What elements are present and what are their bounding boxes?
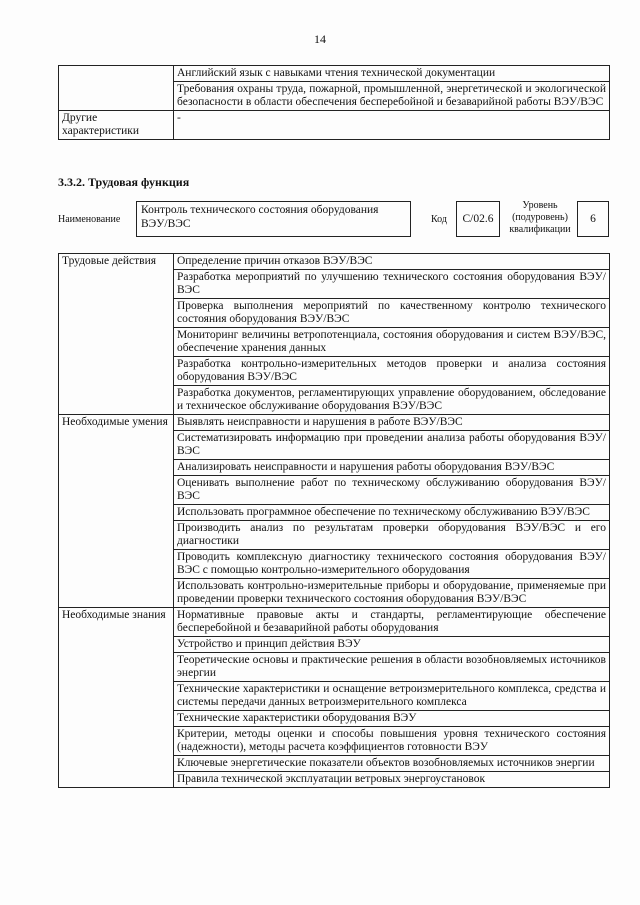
table-cell: Выявлять неисправности и нарушения в работе ВЭУ/ВЭС xyxy=(174,415,610,431)
level-label: Уровень (подуровень) квалификации xyxy=(509,200,571,235)
section-label: Необходимые умения xyxy=(59,415,174,608)
table-cell: Устройство и принцип действия ВЭУ xyxy=(174,637,610,653)
table-cell: Анализировать неисправности и нарушения работы оборудования ВЭУ/ВЭС xyxy=(174,460,610,476)
table-cell: Оценивать выполнение работ по техническому обслуживанию оборудования ВЭУ/ВЭС xyxy=(174,476,610,505)
table-cell: Правила технической эксплуатации ветровых энергоустановок xyxy=(174,772,610,788)
table-cell: Использовать программное обеспечение по техническому обслуживанию ВЭУ/ВЭС xyxy=(174,505,610,521)
table-cell: Мониторинг величины ветропотенциала, состояния оборудования и систем ВЭУ/ВЭС, обеспечение хранения данных xyxy=(174,328,610,357)
table-cell: Ключевые энергетические показатели объектов возобновляемых источников энергии xyxy=(174,756,610,772)
code-value: C/02.6 xyxy=(456,201,500,237)
table-cell: Разработка документов, регламентирующих управление оборудованием, обследование и техническое обслуживание оборудования ВЭУ/ВЭС xyxy=(174,386,610,415)
table-row xyxy=(59,415,610,431)
section-heading: 3.3.2. Трудовая функция xyxy=(58,175,190,189)
table-cell: Технические характеристики и оснащение ветроизмерительного комплекса, средства и системы передачи данных ветроизмерительного комплекса xyxy=(174,682,610,711)
empty-label-cell xyxy=(59,66,174,111)
table-cell: Нормативные правовые акты и стандарты, регламентирующие обеспечение бесперебойной и безаварийной работы оборудования xyxy=(174,608,610,637)
table-cell: Производить анализ по результатам проверки оборудования ВЭУ/ВЭС и его диагностики xyxy=(174,521,610,550)
table-cell: Систематизировать информацию при проведении анализа работы оборудования ВЭУ/ВЭС xyxy=(174,431,610,460)
section-label: Трудовые действия xyxy=(59,254,174,415)
table-row xyxy=(59,254,610,270)
name-label: Наименование xyxy=(58,214,121,225)
name-value: Контроль технического состояния оборудования ВЭУ/ВЭС xyxy=(136,201,411,237)
table-cell: Критерии, методы оценки и способы повышения уровня технического состояния (надежности), методы расчета коэффициентов готовности ВЭУ xyxy=(174,727,610,756)
page-number: 14 xyxy=(314,32,326,46)
other-characteristics-value: - xyxy=(174,111,610,140)
table-cell: Разработка мероприятий по улучшению технического состояния оборудования ВЭУ/ВЭС xyxy=(174,270,610,299)
table-row xyxy=(59,608,610,637)
section-label: Необходимые знания xyxy=(59,608,174,788)
table-row xyxy=(59,111,610,140)
table-cell: Требования охраны труда, пожарной, промышленной, энергетической и экологической безопасности в области обеспечения бесперебойной и безаварийной работы ВЭУ/ВЭС xyxy=(174,82,610,111)
table-cell: Определение причин отказов ВЭУ/ВЭС xyxy=(174,254,610,270)
other-characteristics-label: Другие характеристики xyxy=(59,111,174,140)
top-table xyxy=(58,65,610,140)
table-cell: Использовать контрольно-измерительные приборы и оборудование, применяемые при проведении проверки технического состояния оборудования ВЭУ/ВЭС xyxy=(174,579,610,608)
table-row xyxy=(59,66,610,82)
table-cell: Разработка контрольно-измерительных методов проверки и анализа состояния оборудования ВЭУ/ВЭС xyxy=(174,357,610,386)
code-label: Код xyxy=(431,214,447,225)
table-cell: Теоретические основы и практические решения в области возобновляемых источников энергии xyxy=(174,653,610,682)
table-cell: Проверка выполнения мероприятий по качественному контролю технического состояния оборудования ВЭУ/ВЭС xyxy=(174,299,610,328)
function-table xyxy=(58,253,610,788)
table-cell: Проводить комплексную диагностику технического состояния оборудования ВЭУ/ВЭС с помощью контрольно-измерительного оборудования xyxy=(174,550,610,579)
table-cell: Технические характеристики оборудования ВЭУ xyxy=(174,711,610,727)
level-value: 6 xyxy=(577,201,609,237)
table-cell: Английский язык с навыками чтения технической документации xyxy=(174,66,610,82)
